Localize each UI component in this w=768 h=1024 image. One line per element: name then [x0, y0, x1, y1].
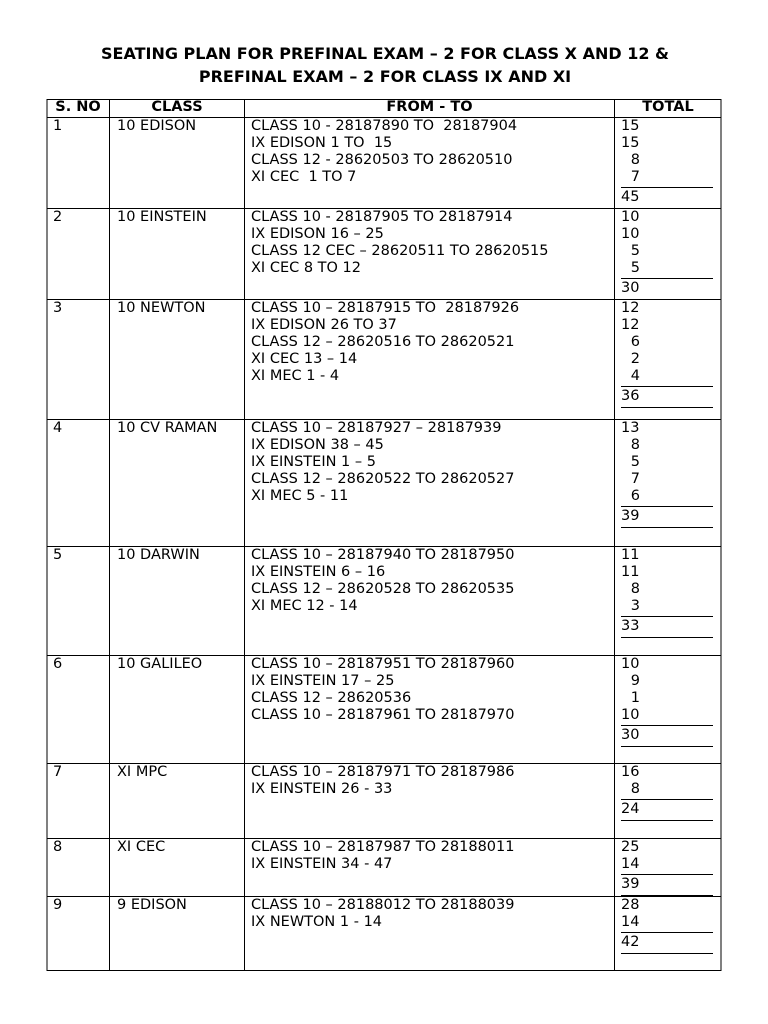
row-sno: 4 [53, 420, 63, 436]
row-sno: 5 [53, 547, 63, 563]
count-value: 10 [621, 707, 640, 723]
document-title [40, 42, 730, 88]
row-class: 10 DARWIN [117, 547, 200, 563]
range-line: CLASS 12 – 28620528 TO 28620535 [251, 581, 515, 597]
sum-line [621, 187, 713, 188]
total-underline [621, 746, 713, 747]
row-class: 10 EINSTEIN [117, 209, 207, 225]
count-value: 10 [621, 656, 640, 672]
range-line: CLASS 10 – 28187961 TO 28187970 [251, 707, 515, 723]
count-value: 5 [630, 243, 640, 259]
row-total: 36 [621, 388, 640, 404]
row-sno: 6 [53, 656, 63, 672]
range-line: CLASS 12 – 28620522 TO 28620527 [251, 471, 515, 487]
range-line: CLASS 10 – 28187951 TO 28187960 [251, 656, 515, 672]
range-line: IX EDISON 38 – 45 [251, 437, 384, 453]
sum-line [621, 799, 713, 800]
count-value: 11 [621, 547, 640, 563]
count-value: 6 [630, 488, 640, 504]
count-value: 28 [621, 897, 640, 913]
row-sno: 3 [53, 300, 63, 316]
range-line: CLASS 12 – 28620516 TO 28620521 [251, 334, 515, 350]
count-value: 3 [630, 598, 640, 614]
total-underline [621, 637, 713, 638]
count-value: 12 [621, 317, 640, 333]
total-underline [621, 407, 713, 408]
range-line: XI MEC 12 - 14 [251, 598, 358, 614]
count-value: 14 [621, 914, 640, 930]
count-value: 15 [621, 135, 640, 151]
header-total: TOTAL [642, 99, 694, 115]
title-line-2: PREFINAL EXAM – 2 FOR CLASS IX AND XI [198, 67, 572, 86]
total-underline [621, 527, 713, 528]
total-underline [621, 820, 713, 821]
row-class: 10 GALILEO [117, 656, 203, 672]
row-sno: 7 [53, 764, 63, 780]
sum-line [621, 616, 713, 617]
row-total: 39 [621, 508, 640, 524]
sum-line [621, 725, 713, 726]
row-total: 33 [621, 618, 640, 634]
range-line: XI CEC 13 – 14 [251, 351, 358, 367]
range-line: IX EINSTEIN 1 – 5 [251, 454, 376, 470]
range-line: IX EINSTEIN 17 – 25 [251, 673, 395, 689]
count-value: 11 [621, 564, 640, 580]
count-value: 16 [621, 764, 640, 780]
sum-line [621, 278, 713, 279]
count-value: 8 [630, 437, 640, 453]
row-sno: 1 [53, 118, 63, 134]
total-underline [621, 895, 713, 896]
range-line: CLASS 12 CEC – 28620511 TO 28620515 [251, 243, 549, 259]
row-class: XI CEC [117, 839, 166, 855]
range-line: CLASS 10 – 28187971 TO 28187986 [251, 764, 515, 780]
row-sno: 9 [53, 897, 63, 913]
range-line: CLASS 10 – 28187987 TO 28188011 [251, 839, 515, 855]
range-line: IX EDISON 16 – 25 [251, 226, 384, 242]
range-line: IX EDISON 26 TO 37 [251, 317, 397, 333]
range-line: CLASS 10 – 28188012 TO 28188039 [251, 897, 515, 913]
count-value: 10 [621, 226, 640, 242]
count-value: 14 [621, 856, 640, 872]
count-value: 1 [630, 690, 640, 706]
count-value: 10 [621, 209, 640, 225]
range-line: XI MEC 5 - 11 [251, 488, 349, 504]
row-class: 10 NEWTON [117, 300, 206, 316]
range-line: CLASS 10 - 28187905 TO 28187914 [251, 209, 513, 225]
range-line: XI CEC 1 TO 7 [251, 169, 357, 185]
row-total: 45 [621, 189, 640, 205]
header-from-to: FROM - TO [386, 99, 473, 115]
row-sno: 2 [53, 209, 63, 225]
count-value: 15 [621, 118, 640, 134]
header-sno: S. NO [55, 99, 101, 115]
header-class: CLASS [151, 99, 203, 115]
range-line: CLASS 10 – 28187940 TO 28187950 [251, 547, 515, 563]
row-total: 39 [621, 876, 640, 892]
row-class: 10 EDISON [117, 118, 197, 134]
range-line: IX NEWTON 1 - 14 [251, 914, 383, 930]
count-value: 2 [630, 351, 640, 367]
row-sno: 8 [53, 839, 63, 855]
range-line: CLASS 12 - 28620503 TO 28620510 [251, 152, 513, 168]
count-value: 8 [630, 781, 640, 797]
range-line: XI CEC 8 TO 12 [251, 260, 362, 276]
range-line: CLASS 10 – 28187927 – 28187939 [251, 420, 502, 436]
sum-line [621, 386, 713, 387]
row-total: 30 [621, 727, 640, 743]
range-line: XI MEC 1 - 4 [251, 368, 340, 384]
range-line: IX EINSTEIN 6 – 16 [251, 564, 386, 580]
row-total: 30 [621, 280, 640, 296]
title-line-1: SEATING PLAN FOR PREFINAL EXAM – 2 FOR CLASS X AND 12 & [100, 44, 669, 63]
range-line: IX EDISON 1 TO 15 [251, 135, 393, 151]
count-value: 13 [621, 420, 640, 436]
row-class: 9 EDISON [117, 897, 187, 913]
count-value: 5 [630, 454, 640, 470]
sum-line [621, 874, 713, 875]
count-value: 4 [630, 368, 640, 384]
range-line: CLASS 12 – 28620536 [251, 690, 412, 706]
count-value: 6 [630, 334, 640, 350]
count-value: 8 [630, 152, 640, 168]
range-line: IX EINSTEIN 26 - 33 [251, 781, 393, 797]
count-value: 25 [621, 839, 640, 855]
count-value: 9 [630, 673, 640, 689]
count-value: 8 [630, 581, 640, 597]
row-total: 24 [621, 801, 640, 817]
total-underline [621, 953, 713, 954]
sum-line [621, 506, 713, 507]
count-value: 5 [630, 260, 640, 276]
row-class: 10 CV RAMAN [117, 420, 218, 436]
row-total: 42 [621, 934, 640, 950]
sum-line [621, 932, 713, 933]
count-value: 7 [630, 471, 640, 487]
range-line: IX EINSTEIN 34 - 47 [251, 856, 393, 872]
count-value: 7 [630, 169, 640, 185]
range-line: CLASS 10 – 28187915 TO 28187926 [251, 300, 520, 316]
row-class: XI MPC [117, 764, 168, 780]
count-value: 12 [621, 300, 640, 316]
range-line: CLASS 10 - 28187890 TO 28187904 [251, 118, 518, 134]
